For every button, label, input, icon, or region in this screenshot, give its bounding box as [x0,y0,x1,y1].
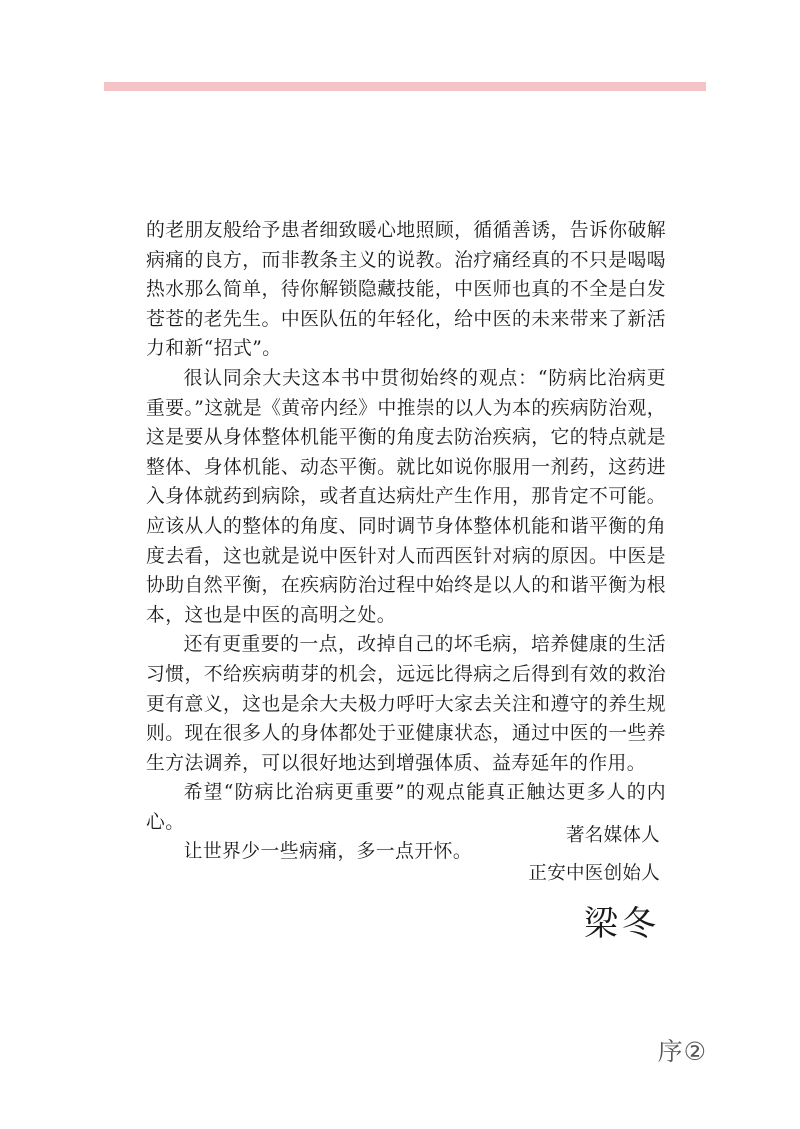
signature-title-media: 著名媒体人 [565,825,660,846]
preface-body [146,216,666,867]
paragraph: 很认同余大夫这本书中贯彻始终的观点：“防病比治病更重要。”这就是《黄帝内经》中推崇的以人为本的疾病防治观，这是要从身体整体机能平衡的角度去防治疾病，它的特点就是整体、身体机能、动态平衡。就比如说你服用一剂药，这药进入身体就药到病除，或者直达病灶产生作用，那肯定不可能。应该从人的整体的角度、同时调节身体整体机能和谐平衡的角度去看，这也就是说中医针对人而西医针对病的原因。中医是协助自然平衡，在疾病防治过程中始终是以人的和谐平衡为根本，这也是中医的高明之处。 [146,367,666,626]
top-decorative-rule [104,82,706,91]
signature-title-founder: 正安中医创始人 [528,863,660,884]
paragraph-continued: 的老朋友般给予患者细致暖心地照顾，循循善诱，告诉你破解病痛的良方，而非教条主义的说教。治疗痛经真的不只是喝喝热水那么简单，待你解锁隐藏技能，中医师也真的不全是白发苍苍的老先生。中医队伍的年轻化，给中医的未来带来了新活力和新“招式”。 [146,220,666,360]
signature-name: 梁冬 [584,904,660,944]
page-number: 序② [657,1037,707,1066]
paragraph: 还有更重要的一点，改掉自己的坏毛病，培养健康的生活习惯，不给疾病萌芽的机会，远远比得病之后得到有效的救治更有意义，这也是余大夫极力呼吁大家去关注和遵守的养生规则。现在很多人的身体都处于亚健康状态，通过中医的一些养生方法调养，可以很好地达到增强体质、益寿延年的作用。 [146,634,666,774]
paragraph: 让世界少一些病痛，多一点开怀。 [183,841,473,863]
paragraph: 希望“防病比治病更重要”的观点能真正触达更多人的内心。 [146,782,666,833]
